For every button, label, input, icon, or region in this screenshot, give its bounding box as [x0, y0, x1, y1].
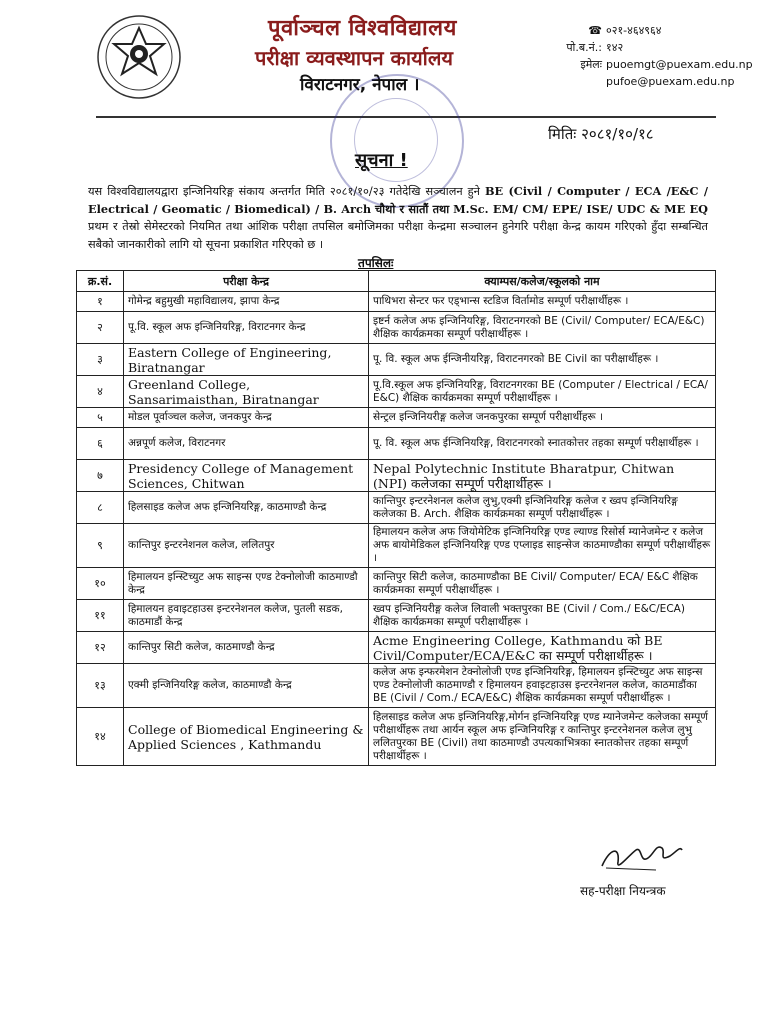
table-row	[77, 708, 716, 766]
row-college-names: हिमालयन कलेज अफ जियोमेटिक इन्जिनियरिङ्ग एण्ड ल्याण्ड रिसोर्स म्यानेजमेन्ट र कलेज अफ बायोमेडिकल इन्जिनियरिङ्ग एण्ड एप्लाइड साइन्सेज काठमाण्डौका सम्पूर्ण परीक्षार्थीहरू ।	[369, 524, 716, 568]
row-serial: ४	[77, 376, 124, 408]
body-programs: BE (Civil / Computer / ECA /E&C / Electrical / Geomatic / Biomedical) / B. Arch	[88, 184, 708, 216]
exam-center-table	[76, 270, 716, 766]
row-serial: ११	[77, 600, 124, 632]
row-exam-center: College of Biomedical Engineering & Applied Sciences , Kathmandu	[124, 708, 369, 766]
phone-number: ०२१-४६४९६४	[606, 24, 662, 37]
row-college-names: पाथिभरा सेन्टर फर एड्भान्स स्टडिज विर्तामोड सम्पूर्ण परीक्षार्थीहरू ।	[369, 292, 716, 312]
row-serial: ७	[77, 460, 124, 492]
table-row	[77, 408, 716, 428]
row-college-names: Acme Engineering College, Kathmandu को BE Civil/Computer/ECA/E&C का सम्पूर्ण परीक्षार्थीहरू ।	[369, 632, 716, 664]
row-college-names: सेन्ट्रल इन्जिनियरीङ्ग कलेज जनकपुरका सम्पूर्ण परीक्षार्थीहरू ।	[369, 408, 716, 428]
row-serial: ५	[77, 408, 124, 428]
row-college-names: Nepal Polytechnic Institute Bharatpur, Chitwan (NPI) कलेजका सम्पूर्ण परीक्षार्थीहरू ।	[369, 460, 716, 492]
contact-block	[540, 22, 753, 90]
row-serial: १२	[77, 632, 124, 664]
email-1[interactable]: puoemgt@puexam.edu.np	[606, 58, 753, 71]
row-serial: १०	[77, 568, 124, 600]
office-name: परीक्षा व्यवस्थापन कार्यालय	[255, 46, 454, 70]
table-row	[77, 524, 716, 568]
table-row	[77, 376, 716, 408]
col-header-colleges: क्याम्पस/कलेज/स्कूलको नाम	[369, 271, 716, 292]
row-college-names: पू. वि. स्कूल अफ ईन्जिनीयरिङ्ग, विराटनगरको BE Civil का परीक्षार्थीहरू ।	[369, 344, 716, 376]
row-serial: २	[77, 312, 124, 344]
row-serial: १३	[77, 664, 124, 708]
email-label: इमेलः	[580, 58, 602, 71]
row-college-names: इष्टर्न कलेज अफ इन्जिनियरिङ्ग, विराटनगरको BE (Civil/ Computer/ ECA/E&C) शैक्षिक कार्यक्रमका सम्पूर्ण परीक्षार्थीहरू ।	[369, 312, 716, 344]
notice-date: मितिः २०८१/१०/१८	[548, 125, 654, 143]
body-part-2: चौथो र सातौं तथा	[375, 201, 450, 216]
row-serial: १	[77, 292, 124, 312]
table-row	[77, 492, 716, 524]
body-part-3: प्रथम र तेस्रो सेमेस्टरको नियमित तथा आंशिक परीक्षा तपसिल बमोजिमका परीक्षा केन्द्रमा सञ्चालन हुनेगरि परीक्षा केन्द्र कायम गरिएको हुँदा सम्बन्धित सबैको जानकारीको लागि यो सूचना प्रकाशित गरिएको छ ।	[88, 220, 708, 251]
row-serial: १४	[77, 708, 124, 766]
notice-title: सूचना !	[355, 150, 408, 171]
signature	[596, 836, 686, 876]
row-college-names: हिलसाइड कलेज अफ इन्जिनियरिङ्ग,मोर्गन इन्जिनियरिङ्ग एण्ड म्यानेजमेन्ट कलेजका सम्पूर्ण परीक्षार्थीहरू तथा आर्यन स्कूल अफ इन्जिनियरिङ्ग र कान्तिपुर इन्टरनेशनल कलेज लुभु ललितपुरका BE (Civil) तथा काठमाण्डौ उपत्यकाभित्रका स्नातकोत्तर तहका सम्पूर्ण परीक्षार्थीहरू ।	[369, 708, 716, 766]
row-college-names: ख्वप इन्जिनियरीङ्ग कलेज लिवाली भक्तपुरका BE (Civil / Com./ E&C/ECA) शैक्षिक कार्यक्रमका सम्पूर्ण परीक्षार्थीहरू ।	[369, 600, 716, 632]
phone-icon: ☎	[588, 24, 602, 37]
row-college-names: पू. वि. स्कूल अफ ईन्जिनियरिङ्ग, विराटनगरको स्नातकोत्तर तहका सम्पूर्ण परीक्षार्थीहरू ।	[369, 428, 716, 460]
office-location: विराटनगर, नेपाल ।	[300, 75, 420, 95]
col-header-center: परीक्षा केन्द्र	[124, 271, 369, 292]
body-masters-programs: M.Sc. EM/ CM/ EPE/ ISE/ UDC & ME EQ	[453, 201, 709, 216]
table-row	[77, 632, 716, 664]
row-serial: ३	[77, 344, 124, 376]
table-row	[77, 664, 716, 708]
table-header-row	[77, 271, 716, 292]
details-heading: तपसिलः	[358, 256, 394, 270]
row-exam-center: Greenland College, Sansarimaisthan, Biratnangar	[124, 376, 369, 408]
notice-body	[88, 183, 708, 253]
row-exam-center: पू.वि. स्कूल अफ इन्जिनियरिङ्ग, विराटनगर केन्द्र	[124, 312, 369, 344]
row-college-names: कान्तिपुर सिटी कलेज, काठमाण्डौका BE Civil/ Computer/ ECA/ E&C शैक्षिक कार्यक्रमका सम्पूर्ण परीक्षार्थीहरू ।	[369, 568, 716, 600]
row-exam-center: कान्तिपुर इन्टरनेशनल कलेज, ललितपुर	[124, 524, 369, 568]
row-serial: ९	[77, 524, 124, 568]
row-exam-center: गोमेन्द्र बहुमुखी महाविद्यालय, झापा केन्द्र	[124, 292, 369, 312]
table-row	[77, 312, 716, 344]
row-exam-center: हिमालयन हवाइटहाउस इन्टरनेशनल कलेज, पुतली सडक, काठमाडौं केन्द्र	[124, 600, 369, 632]
email-2[interactable]: pufoe@puexam.edu.np	[606, 75, 735, 88]
po-box-label: पो.ब.नं.:	[566, 41, 602, 54]
row-serial: ८	[77, 492, 124, 524]
row-exam-center: Eastern College of Engineering, Biratnangar	[124, 344, 369, 376]
row-exam-center: कान्तिपुर सिटी कलेज, काठमाण्डौ केन्द्र	[124, 632, 369, 664]
row-serial: ६	[77, 428, 124, 460]
table-row	[77, 568, 716, 600]
table-row	[77, 344, 716, 376]
row-college-names: कान्तिपुर इन्टरनेशनल कलेज लुभु,एक्मी इन्जिनियरिङ्ग कलेज र ख्वप इन्जिनियरिङ्ग कलेजका B. Arch. शैक्षिक कार्यक्रमका सम्पूर्ण परीक्षार्थीहरू ।	[369, 492, 716, 524]
body-part-1: यस विश्वविद्यालयद्वारा इन्जिनियरिङ्ग संकाय अन्तर्गत मिति २०८१/१०/२३ गतेदेखि सञ्चालन हुने	[88, 185, 480, 198]
col-header-sn: क्र.सं.	[77, 271, 124, 292]
table-row	[77, 292, 716, 312]
row-exam-center: अन्नपूर्ण कलेज, विराटनगर	[124, 428, 369, 460]
table-row	[77, 428, 716, 460]
row-exam-center: मोडल पूर्वाञ्चल कलेज, जनकपुर केन्द्र	[124, 408, 369, 428]
university-name: पूर्वाञ्चल विश्वविद्यालय	[268, 16, 457, 41]
table-row	[77, 600, 716, 632]
row-exam-center: एक्मी इन्जिनियरिङ्ग कलेज, काठमाण्डौ केन्द्र	[124, 664, 369, 708]
row-exam-center: हिमालयन इन्स्टिच्युट अफ साइन्स एण्ड टेक्नोलोजी काठमाण्डौ केन्द्र	[124, 568, 369, 600]
university-logo	[96, 14, 182, 100]
table-row	[77, 460, 716, 492]
row-college-names: पू.वि.स्कूल अफ इन्जिनियरिङ्ग, विराटनगरका BE (Computer / Electrical / ECA/ E&C) शैक्षिक कार्यक्रमका सम्पूर्ण परीक्षार्थीहरू ।	[369, 376, 716, 408]
po-box-value: १४२	[606, 41, 624, 54]
row-exam-center: Presidency College of Management Sciences, Chitwan	[124, 460, 369, 492]
row-exam-center: हिलसाइड कलेज अफ इन्जिनियरिङ्ग, काठमाण्डौ केन्द्र	[124, 492, 369, 524]
signatory-title: सह-परीक्षा नियन्त्रक	[580, 884, 666, 898]
row-college-names: कलेज अफ इन्फरमेशन टेक्नोलोजी एण्ड इन्जिनियरिङ्ग, हिमालयन इन्स्टिच्युट अफ साइन्स एण्ड टेक्नोलोजी काठमाण्डौ र हिमालयन हवाइटहाउस इन्टरनेशनल कलेज, काठमाडौंका BE (Civil / Com./ ECA/E&C) शैक्षिक कार्यक्रमका सम्पूर्ण परीक्षार्थीहरू ।	[369, 664, 716, 708]
